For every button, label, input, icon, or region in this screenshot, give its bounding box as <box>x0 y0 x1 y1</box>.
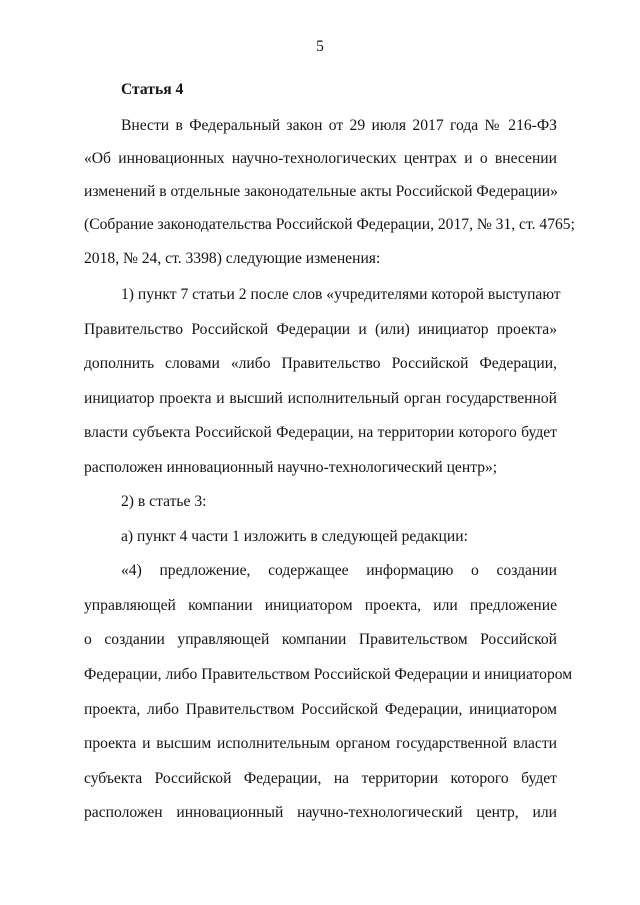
text-line: Внести в Федеральный закон от 29 июля 2017 года № 216-ФЗ <box>121 117 557 134</box>
text-line: расположен инновационный научно-технологический центр»; <box>84 459 498 476</box>
text-line: 2) в статье 3: <box>121 493 207 510</box>
text-line: субъекта Российской Федерации, на территории которого будет <box>84 770 557 787</box>
text-line: «Об инновационных научно-технологических центрах и о внесении <box>84 150 557 167</box>
text-line: проекта и высшим исполнительным органом государственной власти <box>84 735 557 752</box>
text-line: «4) предложение, содержащее информацию о создании <box>121 562 557 579</box>
article-heading: Статья 4 <box>121 81 184 98</box>
text-line: (Собрание законодательства Российской Федерации, 2017, № 31, ст. 4765; <box>84 216 575 233</box>
text-line: 1) пункт 7 статьи 2 после слов «учредителями которой выступают <box>121 286 561 303</box>
text-line: Федерации, либо Правительством Российской Федерации и инициатором <box>84 666 573 683</box>
text-line: инициатор проекта и высший исполнительный орган государственной <box>84 390 557 407</box>
page-number: 5 <box>316 38 324 55</box>
text-line: изменений в отдельные законодательные акты Российской Федерации» <box>84 183 558 200</box>
text-line: власти субъекта Российской Федерации, на территории которого будет <box>84 424 557 441</box>
text-line: расположен инновационный научно-технологический центр, или <box>84 804 557 821</box>
text-line: о создании управляющей компании Правительством Российской <box>84 631 557 648</box>
text-line: управляющей компании инициатором проекта, или предложение <box>84 597 557 614</box>
text-line: Правительство Российской Федерации и (или) инициатор проекта» <box>84 321 557 338</box>
text-line: а) пункт 4 части 1 изложить в следующей редакции: <box>121 528 468 545</box>
text-line: дополнить словами «либо Правительство Российской Федерации, <box>84 355 557 372</box>
text-line: 2018, № 24, ст. 3398) следующие изменения: <box>84 250 381 267</box>
text-line: проекта, либо Правительством Российской Федерации, инициатором <box>84 701 557 718</box>
